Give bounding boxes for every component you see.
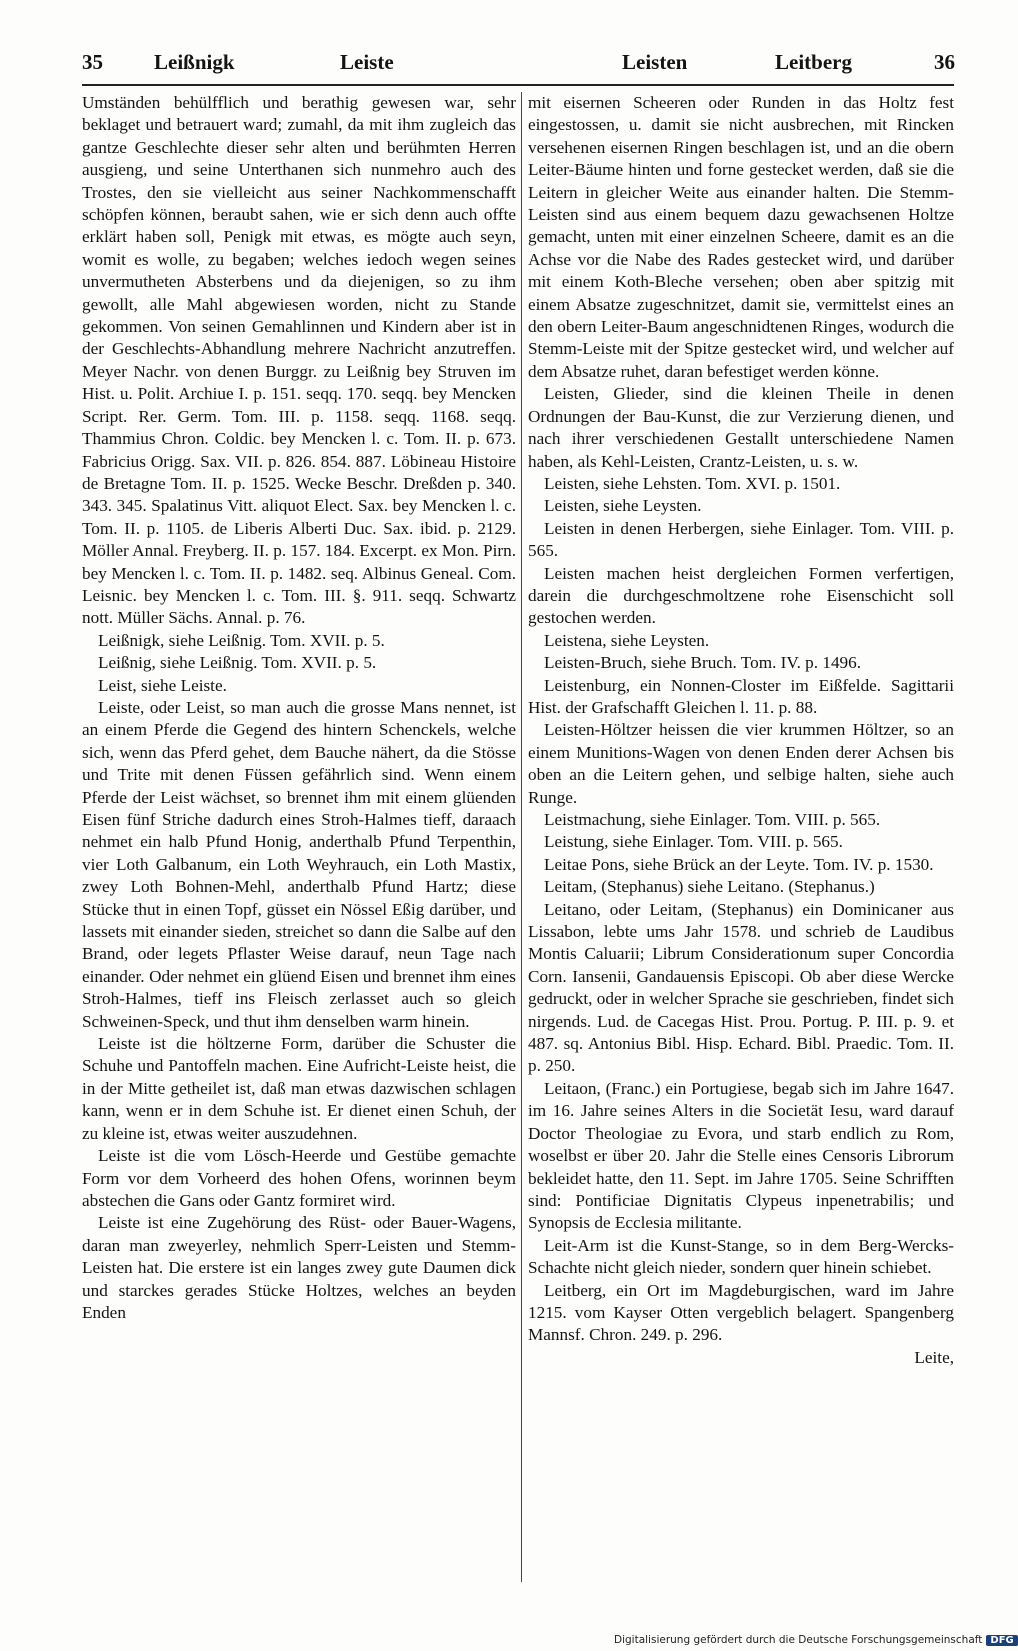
catchword-bottom: Leite, [914,1347,954,1367]
entry-paragraph: Leist, siehe Leiste. [98,675,227,695]
dfg-logo: DFG [986,1635,1017,1646]
entry-paragraph: Leistena, siehe Leysten. [544,630,710,650]
catchword-right-2: Leitberg [775,50,852,74]
digitization-credit [614,1634,1018,1646]
entry-paragraph: Leiste ist die vom Lösch-Heerde und Gestübe gemachte Form vor dem Vorheerd des hohen Ofens, worinnen beym abstechen die Gans oder Gantz formiret wird. [82,1146,516,1210]
entry-paragraph: Leiste, oder Leist, so man auch die grosse Mans nennet, ist an einem Pferde die Gegend des hintern Schenckels, welche sich, wenn das Pferd gehet, dem Bauche nähert, da die Stösse und Trite mit denen Füssen gefährlich sind. Wenn einem Pferde der Leist wächset, so brennet ihm mit einem glüenden Eisen fünf Striche dadurch eines Stroh-Halmes tieff, daraach nehmet ein halb Pfund Honig, anderthalb Pfund Terpenthin, vier Loth Galbanum, ein Loth Weyhrauch, ein Loth Mastix, zwey Loth Bohnen-Mehl, anderthalb Pfund Hartz; diese Stücke thut in einen Topf, güsset ein Nössel Eßig darüber, und lassets mit einander sieden, streichet so dann die Salbe auf den Brand, oder legets Pflaster Weise darauf, neun Tage nach einander. Oder nehmet ein glüend Eisen und brennet ihm eines Stroh-Halmes, tieff ins Fleisch zerlasset auch so gleich Schweinen-Speck, und thut ihm denselben warm hinein. [82,697,516,1031]
entry-paragraph: Leistmachung, siehe Einlager. Tom. VIII. p. 565. [544,810,881,829]
entry-paragraph: Leisten, Glieder, sind die kleinen Theile in denen Ordnungen der Bau-Kunst, die zur Verzierung dienen, und nach ihrer verschiedenen Gestallt unterschiedene Namen haben, als Kehl-Leisten, Crantz-Leisten, u. s. w. [528,384,954,471]
entry-paragraph: Leisten-Bruch, siehe Bruch. Tom. IV. p. 1496. [544,653,862,673]
entry-paragraph: Leitaon, (Franc.) ein Portugiese, begab sich im Jahre 1647. im 16. Jahre seines Alters in die Societät Iesu, ward darauf Doctor Theologiae zu Evora, und starb endlich zu Rom, woselbst er über 20. Jahr die Stelle eines Censoris Librorum bekleidet hatte, den 11. Sept. im Jahre 1705. Seine Schrifften sind: Pontificiae Dignitatis Clypeus inpenetrabilis; und Synopsis de Ecclesia militante. [528,1078,954,1233]
catchword-left-2: Leiste [340,50,394,74]
entry-paragraph: Leitberg, ein Ort im Magdeburgischen, ward im Jahre 1215. vom Kayser Otten vergeblich belagert. Spangenberg Mannsf. Chron. 249. p. 296. [528,1280,954,1345]
entry-paragraph: Leisten in denen Herbergen, siehe Einlager. Tom. VIII. p. 565. [528,518,954,561]
entry-paragraph: Umständen behülfflich und berathig gewesen war, sehr beklaget und betrauert ward; zumahl, da mit ihm zugleich das gantze Geschlechte dieser sehr alten und berühmten Herren ausgieng, und seine Unterthanen sich nunmehro auch des Trostes, den sie vielleicht aus seiner Nachkommenschafft schöpfen können, beraubt sahen, wie er sich denn auch offte erklärt haben soll, Penigk mit etwas, es mögte auch seyn, womit es wolle, zu begaben; welches iedoch wegen seines unvermutheten Absterbens und da diejenigen, so zu ihm gewollt, alle Mahl abgewiesen worden, nicht zu Stande gekommen. Von seinen Gemahlinnen und Kindern aber ist in der Geschlechts-Abhandlung mehrere Nachricht anzutreffen. Meyer Nachr. von denen Burggr. zu Leißnig bey Struven im Hist. u. Polit. Archiue I. p. 151. seqq. 170. seqq. bey Mencken Script. Rer. Germ. Tom. III. p. 1158. seqq. 1168. seqq. Thammius Chron. Coldic. bey Mencken l. c. Tom. II. p. 673. Fabricius Origg. Sax. VII. p. 826. 854. 887. Löbineau Histoire de Bretagne Tom. II. p. 1525. Wecke Beschr. Dreßden p. 340. 343. 345. Spalatinus Vitt. aliquot Elect. Sax. bey Mencken l. c. Tom. II. p. 1105. de Liberis Alberti Duc. Sax. ibid. p. 2129. Möller Annal. Freyberg. II. p. 157. 184. Excerpt. ex Mon. Pirn. bey Mencken l. c. Tom. II. p. 1482. seq. Albinus Geneal. Com. Leisnic. bey Mencken l. c. Tom. III. §. 911. seqq. Schwartz nott. Müller Sächs. Annal. p. 76. [82,93,516,628]
credit-text: Digitalisierung gefördert durch die Deutsche Forschungsgemeinschaft [614,1634,983,1646]
entry-paragraph: Leit-Arm ist die Kunst-Stange, so in dem Berg-Wercks-Schachte nicht gleich nieder, sondern quer hinein schiebet. [528,1235,954,1278]
entry-paragraph: Leitano, oder Leitam, (Stephanus) ein Dominicaner aus Lissabon, lebte ums Jahr 1578. und schrieb de Laudibus Montis Caluarii; Librum Considerationum super Concordia Corn. Iansenii, Gandauensis Episcopi. Ob aber diese Wercke gedruckt, oder in welcher Sprache sie geschrieben, findet sich nirgends. Lud. de Cacegas Hist. Prou. Portug. P. III. p. 9. et 487. sq. Antonius Bibl. Hisp. Echard. Bibl. Praedic. Tom. II. p. 250. [528,899,954,1076]
entry-paragraph: Leistenburg, ein Nonnen-Closter im Eißfelde. Sagittarii Hist. der Grafschafft Gleichen l. 11. p. 88. [528,675,954,717]
page-number-right: 36 [934,50,955,74]
right-column [528,92,954,1369]
entry-paragraph: Leiste ist eine Zugehörung des Rüst- oder Bauer-Wagens, daran man zweyerley, nehmlich Sperr-Leisten und Stemm-Leisten hat. Die erstere ist ein langes zwey gute Daumen dick und starckes gerades Stücke Holtzes, welches an beyden Enden [82,1213,516,1322]
entry-paragraph: Leißnig, siehe Leißnig. Tom. XVII. p. 5. [98,653,377,673]
entry-paragraph: Leisten, siehe Lehsten. Tom. XVI. p. 1501. [544,473,841,493]
page-header [82,50,955,84]
entry-paragraph: Leitae Pons, siehe Brück an der Leyte. Tom. IV. p. 1530. [544,854,934,874]
entry-paragraph: Leitam, (Stephanus) siehe Leitano. (Stephanus.) [544,877,875,897]
entry-paragraph: Leisten-Höltzer heissen die vier krummen Höltzer, so an einem Munitions-Wagen von denen Enden derer Achsen bis oben an die Leitern gehen, und selbige halten, siehe auch Runge. [528,720,954,807]
entry-paragraph: Leißnigk, siehe Leißnig. Tom. XVII. p. 5. [98,630,385,650]
column-divider [521,92,522,1582]
catchword-left-1: Leißnigk [154,50,235,74]
entry-paragraph: mit eisernen Scheeren oder Runden in das Holtz fest eingestossen, u. damit sie nicht ausbrechen, mit Rincken versehenen eisernen Ringen beschlagen ist, und an die obern Leiter-Bäume hinten und forne gestecket werden, daß sie die Leitern in gleicher Weite aus einander halten. Die Stemm-Leisten sind aus einem bequem dazu gewachsenen Holtze gemacht, unten mit einer einzelnen Scheere, damit es an die Achse vor die Nabe des Rades gestecket wird, und darüber mit einem Koth-Bleche versehen; oben aber spitzig mit einem Absatze zugeschnitzet, damit sie, vermittelst eines an den obern Leiter-Baum angeschnidtenen Ringes, wodurch die Stemm-Leiste mit der Spitze gestecket wird, und welcher auf dem Absatze ruhet, daran befestiget werden könne. [528,93,954,381]
left-column [82,92,516,1324]
entry-paragraph: Leistung, siehe Einlager. Tom. VIII. p. 565. [544,832,843,852]
entry-paragraph: Leisten, siehe Leysten. [544,496,702,516]
entry-paragraph: Leisten machen heist dergleichen Formen verfertigen, darein die durchgeschmoltzene rohe Eisenschicht soll gestochen werden. [528,563,954,628]
entry-paragraph: Leiste ist die höltzerne Form, darüber die Schuster die Schuhe und Pantoffeln machen. Eine Aufricht-Leiste heist, die in der Mitte getheilet ist, daß man etwas dazwischen schlagen kann, wenn er in dem Schuhe ist. Er dienet einen Schuh, der zu kleine ist, etwas weiter auszudehnen. [82,1034,516,1143]
catchword-right-1: Leisten [622,50,688,74]
page-number-left: 35 [82,50,103,74]
header-rule [82,84,954,86]
